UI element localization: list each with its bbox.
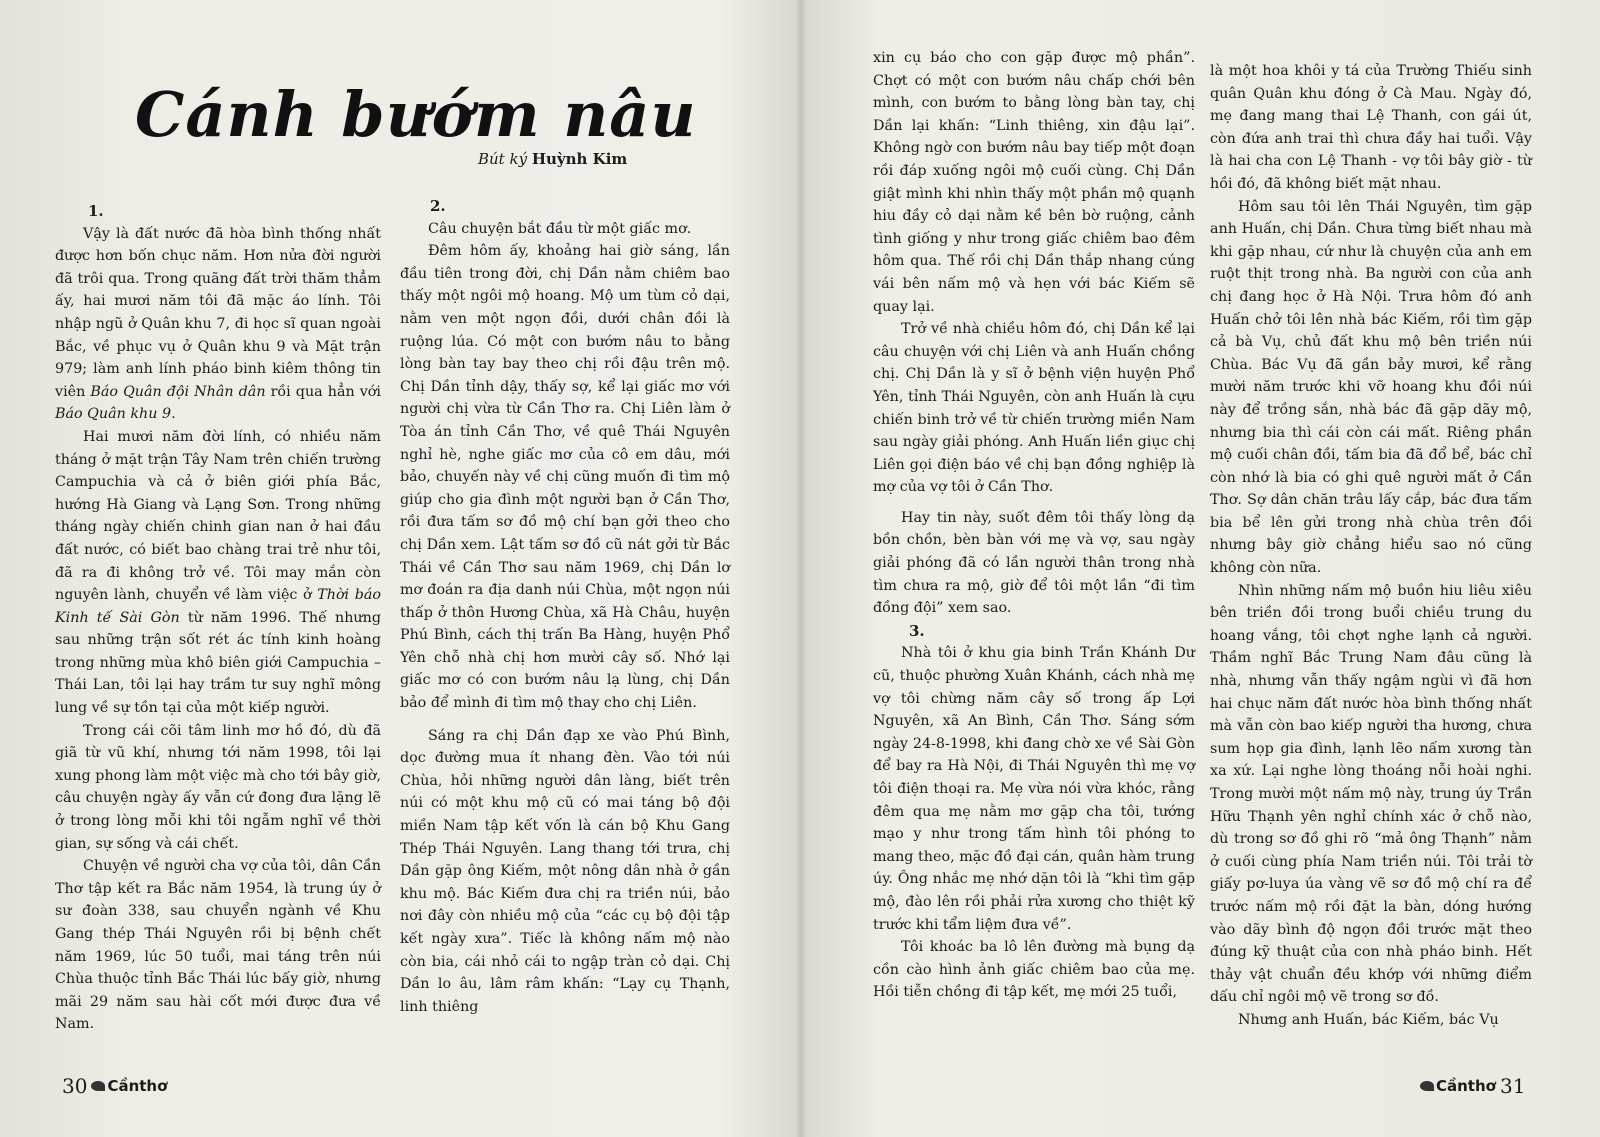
section-heading-3: 3. (909, 621, 925, 640)
magazine-logo: Cầnthơ (1420, 1077, 1496, 1095)
paragraph: Trong cái cõi tâm linh mơ hồ đó, dù đã giã từ vũ khí, nhưng tới năm 1998, tôi lại xung phong làm một việc mà cho tới bây giờ, câu chuyện ngày ấy vẫn cứ đong đưa lặng lẽ ở trong lòng mỗi khi tôi ngẫm nghĩ về thời gian, sự sống và cái chết. (55, 722, 381, 852)
paragraph: Hôm sau tôi lên Thái Nguyên, tìm gặp anh Huấn, chị Dần. Chưa từng biết nhau mà khi gặp nhau, cứ như là chuyện của anh em ruột thịt trong nhà. Ba người con của anh chị đang học ở Hà Nội. Trưa hôm đó anh Huấn chở tôi lên nhà bác Kiếm, rồi tìm gặp cả bà Vụ, chủ đất khu mộ bên triền núi Chùa. Bác Vụ đã gần bảy mươi, kể rằng mười năm trước khi vỡ hoang khu đồi núi này để trồng sắn, nhà bác đã gặp dãy mộ, nhưng bia thì cái còn cái mất. Riêng phần mộ cuối chân đồi, tấm bia đã đổ bể, bác chỉ còn nhớ là bia có ghi quê người mất ở Cần Thơ. Sợ dân chăn trâu lấy cắp, bác đưa tấm bia bể lên gửi trong nhà chùa trên đồi nhưng bây giờ chẳng hiểu sao nó cũng không còn nữa. (1210, 198, 1532, 577)
paragraph: Đêm hôm ấy, khoảng hai giờ sáng, lần đầu tiên trong đời, chị Dần nằm chiêm bao thấy một ngôi mộ hoang. Mộ um tùm cỏ dại, nằm ven một ngọn đồi, dưới chân đồi là ruộng lúa. Có một con bướm nâu to bằng lòng bàn tay bay theo chị rồi đậu trên mộ. Chị Dần tỉnh dậy, thấy sợ, kể lại giấc mơ với người chị vừa từ Cần Thơ ra. Chị Liên làm ở Tòa án tỉnh Cần Thơ, về quê Thái Nguyên nghỉ hè, nghe giấc mơ của cô em dâu, mới bảo, chuyến này về chị cũng muốn đi tìm mộ giúp cho gia đình một người bạn ở Cần Thơ, rồi đưa tấm sơ đồ mộ chí bạn gởi theo cho chị Dần xem. Lật tấm sơ đồ cũ nát gởi từ Bắc Thái về Cần Thơ sau năm 1969, chị Dần lơ mơ đoán ra địa danh núi Chùa, một ngọn núi thấp ở thôn Hương Chùa, xã Hà Châu, huyện Phú Bình, cách thị trấn Ba Hàng, huyện Phổ Yên chỗ nhà chị hơn mười cây số. Nhớ lại giấc mơ có con bướm nâu lạ lùng, chị Dần bảo để mình đi tìm mộ thay cho chị Liên. (400, 243, 730, 712)
footer-right (1420, 1074, 1525, 1098)
paragraph: xin cụ báo cho con gặp được mộ phần”. Chợt có một con bướm nâu chấp chới bên mình, con bướm to bằng lòng bàn tay, chị Dần lại khấn: “Linh thiêng, xin đậu lại”. Không ngờ con bướm nâu bay tiếp một đoạn rồi đáp xuống ngôi mộ cuối cùng. Chị Dần giật mình khi nhìn thấy một phần mộ quạnh hiu đầy cỏ dại nằm kề bên bờ ruộng, cảnh tình giống y như trong giấc chiêm bao đêm hôm qua. Thế rồi chị Dần thắp nhang cúng vái bên nấm mộ và hẹn với bác Kiếm sẽ quay lại. (873, 50, 1195, 315)
magazine-logo: Cầnthơ (91, 1077, 167, 1095)
bird-logo-icon (1420, 1081, 1434, 1091)
paragraph: Chuyện về người cha vợ của tôi, dân Cần Thơ tập kết ra Bắc năm 1954, là trung úy ở sư đoàn 338, sau chuyển ngành về Khu Gang thép Thái Nguyên rồi bị bệnh chết năm 1969, lúc 50 tuổi, mai táng trên núi Chùa thuộc tỉnh Bắc Thái lúc bấy giờ, nhưng mãi 29 năm sau hài cốt mới được đưa về Nam. (55, 858, 381, 1033)
section-heading-2: 2. (430, 197, 446, 215)
paragraph: là một hoa khôi y tá của Trường Thiếu sinh quân Quân khu đóng ở Cà Mau. Ngày đó, mẹ đang mang thai Lệ Thanh, con gái út, còn đứa anh trai thì chưa đầy hai tuổi. Vậy là hai cha con Lệ Thanh - vợ tôi bây giờ - từ hồi đó, đã không biết mặt nhau. (1210, 63, 1532, 192)
paragraph: Trở về nhà chiều hôm đó, chị Dần kể lại câu chuyện với chị Liên và anh Huấn chồng chị. Chị Dần là y sĩ ở bệnh viện huyện Phổ Yên, tỉnh Thái Nguyên, còn anh Huấn là cựu chiến binh trở về từ chiến trường miền Nam sau ngày giải phóng. Anh Huấn liền giục chị Liên gọi điện báo về chị bạn đồng nghiệp là mợ của vợ tôi ở Cần Thơ. (873, 321, 1195, 496)
paragraph: Sáng ra chị Dần đạp xe vào Phú Bình, dọc đường mua ít nhang đèn. Vào tới núi Chùa, hỏi những người dân làng, biết trên núi có một khu mộ cũ có mai táng bộ đội miền Nam tập kết vốn là cán bộ Khu Gang Thép Thái Nguyên. Lang thang tới trưa, chị Dần gặp ông Kiếm, một nông dân nhà ở gần khu mộ. Bác Kiếm đưa chị ra triền núi, bảo nơi đây còn nhiều mộ của “các cụ bộ đội tập kết ngày xưa”. Tiếc là không nấm mộ nào còn bia, cái nhỏ cái to ngập tràn cỏ dại. Chị Dần lo âu, lâm râm khấn: “Lạy cụ Thạnh, linh thiêng (400, 727, 730, 1015)
column-3 (873, 47, 1195, 1004)
column-2 (400, 195, 730, 1018)
column-4 (1210, 60, 1532, 1032)
paragraph: Vậy là đất nước đã hòa bình thống nhất được hơn bốn chục năm. Hơn nửa đời người đã trôi qua. Trong quãng đất trời thăm thẳm ấy, hai mươi năm tôi đã mặc áo lính. Tôi nhập ngũ ở Quân khu 7, đi học sĩ quan ngoài Bắc, về phục vụ ở Quân khu 9 và Mặt trận 979; làm anh lính pháo binh kiêm thông tin viên Báo Quân đội Nhân dân rồi qua hẳn với Báo Quân khu 9. (55, 225, 381, 423)
paragraph: Hai mươi năm đời lính, có nhiều năm tháng ở mặt trận Tây Nam trên chiến trường Campuchia và cả ở biên giới phía Bắc, hướng Hà Giang và Lạng Sơn. Trong những tháng ngày chiến chinh gian nan ở hai đầu đất nước, có biết bao chàng trai trẻ như tôi, đã ra đi không trở về. Tôi may mắn còn nguyên lành, chuyển về làm việc ở Thời báo Kinh tế Sài Gòn từ năm 1996. Thế nhưng sau những trận sốt rét ác tính kinh hoàng trong những mùa khô biên giới Campuchia – Thái Lan, tôi lại hay trầm tư suy nghĩ mông lung về sự tồn tại của một kiếp người. (55, 428, 381, 717)
paragraph: Câu chuyện bắt đầu từ một giấc mơ. (428, 220, 692, 237)
byline (478, 150, 627, 168)
paragraph: Nhưng anh Huấn, bác Kiếm, bác Vụ (1238, 1011, 1499, 1028)
section-heading-1: 1. (88, 202, 104, 220)
article-title: Cánh bướm nâu (135, 78, 697, 151)
footer-left (62, 1074, 167, 1098)
bird-logo-icon (91, 1081, 105, 1091)
paragraph: Nhà tôi ở khu gia binh Trần Khánh Dư cũ, thuộc phường Xuân Khánh, cách nhà mẹ vợ tôi chừng năm cây số trong ấp Lợi Nguyên, xã An Bình, Cần Thơ. Sáng sớm ngày 24-8-1998, khi đang chờ xe về Sài Gòn để bay ra Hà Nội, đi Thái Nguyên thì mẹ vợ tôi điện thoại ra. Mẹ vừa nói vừa khóc, rằng đêm qua mẹ nằm mơ gặp cha tôi, tướng mạo y như trong tấm hình tôi phóng to mang theo, mặc đồ đại cán, quân hàm trung úy. Ông nhắc mẹ nhớ dặn tôi là “khi tìm gặp mộ, đào lên rồi phải rửa xương cho thiệt kỹ trước khi tẩm liệm đưa về”. (873, 645, 1195, 933)
author-name: Huỳnh Kim (531, 150, 628, 168)
paragraph: Nhìn những nấm mộ buồn hiu liêu xiêu bên triền đồi trong buổi chiều trung du hoang vắng, tôi chợt nghe lạnh cả người. Thầm nghĩ Bắc Trung Nam đâu cũng là nhà, nhưng vẫn thấy ngậm ngùi vì đã hơn hai chục năm đất nước hòa bình thống nhất mà vẫn còn bao kiếp người tha hương, chưa sum họp gia đình, lạnh lẽo nấm xương tàn xa xứ. Lại nghe lòng thoáng nỗi hoài nghi. Trong mười một nấm mộ này, trung úy Trần Hữu Thạnh yên nghỉ chính xác ở chỗ nào, dù trong sơ đồ ghi rõ “mả ông Thạnh” nằm ở cuối cùng phía Nam triền núi. Tôi trải tờ giấy pơ-luya úa vàng vẽ sơ đồ mộ chí ra để trước nấm mộ rồi đặt la bàn, dóng hướng vào dãy bình độ ngọn đồi trước mặt theo đúng kỹ thuật của con nhà pháo binh. Hết thảy vật chuẩn đều khớp với những điểm dấu chỉ ngôi mộ vẽ trong sơ đồ. (1210, 582, 1532, 1006)
paragraph: Tôi khoác ba lô lên đường mà bụng dạ cồn cào hình ảnh giấc chiêm bao của mẹ. Hồi tiễn chồng đi tập kết, mẹ mới 25 tuổi, (873, 939, 1195, 1001)
page-number-left: 30 (62, 1074, 88, 1098)
column-1 (55, 200, 381, 1036)
byline-label: Bút ký (478, 150, 528, 168)
paragraph: Hay tin này, suốt đêm tôi thấy lòng dạ bồn chồn, bèn bàn với mẹ và vợ, sau ngày giải phóng đã có lần người thân trong nhà tìm chưa ra mộ, giờ để tôi một lần “đi tìm đồng đội” xem sao. (873, 509, 1195, 617)
page-gutter (795, 0, 807, 1137)
page-number-right: 31 (1499, 1074, 1526, 1098)
